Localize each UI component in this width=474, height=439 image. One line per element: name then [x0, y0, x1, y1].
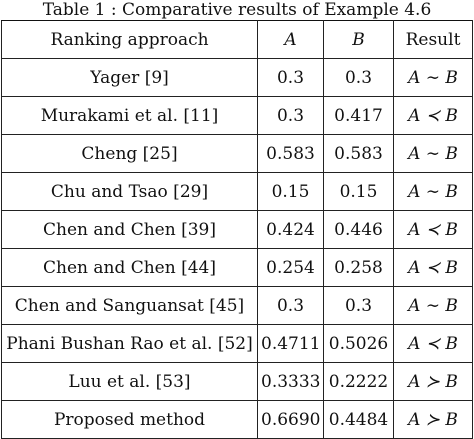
comparison-table [1, 20, 473, 439]
cell-a-value: 0.3 [258, 59, 324, 97]
cell-a-value: 0.254 [258, 249, 324, 287]
header-b: B [324, 21, 394, 59]
table-row [2, 287, 473, 325]
cell-b-value: 0.2222 [324, 363, 394, 401]
cell-result: A ≻ B [394, 401, 473, 439]
cell-ranking-approach: Cheng [25] [2, 135, 258, 173]
cell-ranking-approach: Chu and Tsao [29] [2, 173, 258, 211]
cell-result: A ≺ B [394, 325, 473, 363]
cell-a-value: 0.583 [258, 135, 324, 173]
table-row [2, 135, 473, 173]
cell-result: A ≺ B [394, 249, 473, 287]
cell-result: A ∼ B [394, 59, 473, 97]
cell-ranking-approach: Chen and Chen [39] [2, 211, 258, 249]
header-a: A [258, 21, 324, 59]
cell-a-value: 0.6690 [258, 401, 324, 439]
table-caption: Table 1 : Comparative results of Example 4.6 [42, 0, 432, 20]
table-row [2, 401, 473, 439]
header-result: Result [394, 21, 473, 59]
table-row [2, 211, 473, 249]
cell-ranking-approach: Murakami et al. [11] [2, 97, 258, 135]
cell-a-value: 0.3333 [258, 363, 324, 401]
cell-a-value: 0.3 [258, 97, 324, 135]
cell-ranking-approach: Yager [9] [2, 59, 258, 97]
table-header-row [2, 21, 473, 59]
table-body [2, 59, 473, 439]
table-row [2, 249, 473, 287]
table-row [2, 363, 473, 401]
cell-b-value: 0.3 [324, 287, 394, 325]
cell-a-value: 0.424 [258, 211, 324, 249]
cell-result: A ≻ B [394, 363, 473, 401]
cell-b-value: 0.258 [324, 249, 394, 287]
cell-ranking-approach: Chen and Sanguansat [45] [2, 287, 258, 325]
cell-b-value: 0.417 [324, 97, 394, 135]
cell-result: A ∼ B [394, 173, 473, 211]
table-row [2, 97, 473, 135]
cell-a-value: 0.3 [258, 287, 324, 325]
cell-a-value: 0.4711 [258, 325, 324, 363]
cell-b-value: 0.15 [324, 173, 394, 211]
cell-b-value: 0.446 [324, 211, 394, 249]
cell-a-value: 0.15 [258, 173, 324, 211]
cell-ranking-approach: Proposed method [2, 401, 258, 439]
cell-b-value: 0.583 [324, 135, 394, 173]
table-row [2, 59, 473, 97]
cell-result: A ≺ B [394, 211, 473, 249]
cell-b-value: 0.5026 [324, 325, 394, 363]
cell-result: A ≺ B [394, 97, 473, 135]
cell-b-value: 0.3 [324, 59, 394, 97]
cell-b-value: 0.4484 [324, 401, 394, 439]
cell-result: A ∼ B [394, 135, 473, 173]
cell-result: A ∼ B [394, 287, 473, 325]
table-row [2, 325, 473, 363]
table-row [2, 173, 473, 211]
cell-ranking-approach: Luu et al. [53] [2, 363, 258, 401]
cell-ranking-approach: Phani Bushan Rao et al. [52] [2, 325, 258, 363]
header-ranking-approach: Ranking approach [2, 21, 258, 59]
cell-ranking-approach: Chen and Chen [44] [2, 249, 258, 287]
